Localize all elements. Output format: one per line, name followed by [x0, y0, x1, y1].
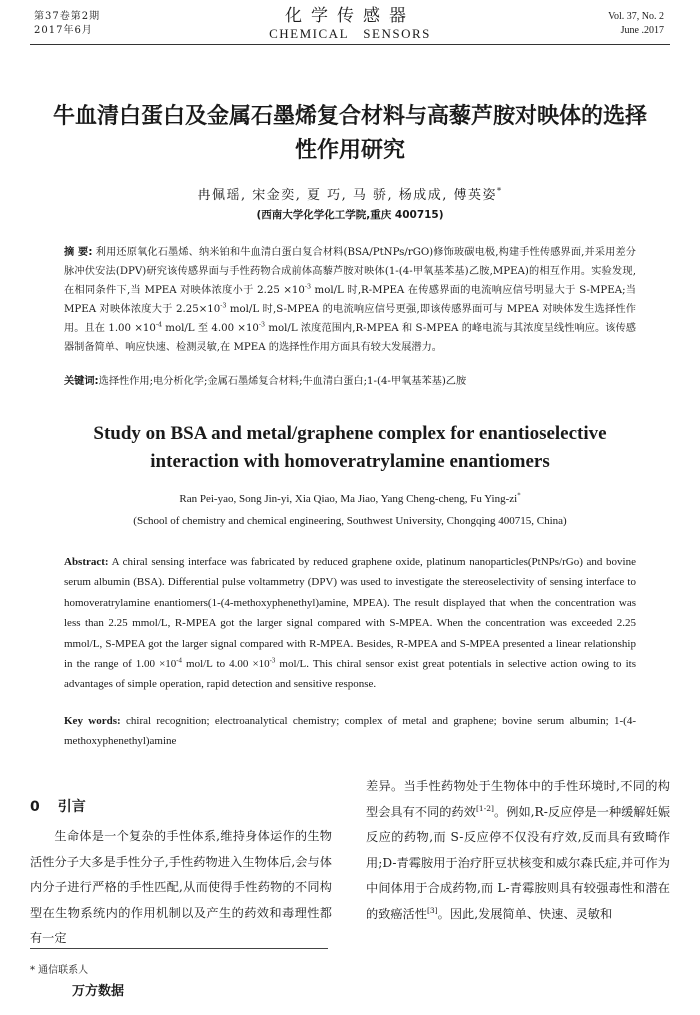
volume-issue-en: Vol. 37, No. 2 — [608, 11, 664, 22]
footnote: * 通信联系人 — [30, 965, 89, 976]
body-column-right — [366, 774, 670, 928]
header-rule — [30, 44, 670, 45]
keywords-cn-label: 关键词: — [64, 376, 99, 387]
authors-en — [0, 493, 700, 505]
exponent: -4 — [155, 321, 162, 329]
exponent: -4 — [176, 657, 182, 665]
body-text: 差异。当手性药物处于生物体中的手性环境时,不同的构型会具有不同的药效 — [366, 779, 670, 819]
section-number: 0 — [30, 799, 40, 815]
authors-cn-list: 冉佩瑶, 宋金奕, 夏 巧, 马 骄, 杨成成, 傅英姿 — [197, 188, 498, 203]
exponent: -3 — [258, 321, 266, 329]
section-heading — [30, 796, 86, 816]
keywords-en-text: chiral recognition; electroanalytical chemistry; complex of metal and graphene; bovine serum albumin; 1-(4-methoxyphenethyl)amine — [64, 715, 637, 748]
journal-issue-info-en — [608, 10, 664, 38]
body-text: 。例如,R-反应停是一种缓解妊娠反应的药物,而 S-反应停不仅没有疗效,反而具有致畸作用;D-青霉胺用于治疗肝豆状核变和威尔森氏症,并可作为中间体用于合成药物,而 L-青霉胺则具有较强毒性和潜在的致癌活性 — [366, 804, 671, 921]
authors-en-list: Ran Pei-yao, Song Jin-yi, Xia Qiao, Ma Jiao, Yang Cheng-cheng, Fu Ying-zi — [179, 493, 518, 505]
issue-date: 2017年6月 — [34, 25, 93, 36]
corresponding-mark: * — [497, 186, 503, 196]
journal-name — [0, 6, 700, 41]
abstract-en-text: mol/L to 4.00 ×10 — [181, 658, 270, 671]
journal-name-cn: 化学传感器 — [285, 6, 415, 26]
issue-date-en: June .2017 — [620, 25, 664, 36]
exponent: -3 — [304, 283, 311, 291]
paper-title-en: Study on BSA and metal/graphene complex for enantioselective interaction with homoveratrylamine enantiomers — [93, 423, 607, 472]
corresponding-mark: * — [517, 492, 521, 500]
keywords-cn-text: 选择性作用;电分析化学;金属石墨烯复合材料;牛血清白蛋白;1-(4-甲氧基苯基)乙胺 — [98, 376, 467, 387]
exponent: -3 — [269, 657, 276, 665]
paper-title-cn: 牛血清白蛋白及金属石墨烯复合材料与高藜芦胺对映体的选择性作用研究 — [52, 104, 647, 163]
section-title: 引言 — [57, 799, 86, 815]
abstract-cn-text: mol/L 时,S-MPEA 的电流响应信号更强,即该传感界面可与 MPEA 对映体发生选择性作用。且在 1.00 ×10 — [64, 304, 636, 334]
abstract-cn-text: mol/L 浓度范围内,R-MPEA 和 S-MPEA 的峰电流与其浓度呈线性响应。该传感器制备简单、响应快速、检测灵敏,在 MPEA 的选择性作用方面具有较大发展潜力。 — [64, 323, 636, 353]
abstract-cn — [64, 243, 636, 357]
abstract-cn-text: 利用还原氧化石墨烯、纳米铂和牛血清白蛋白复合材料(BSA/PtNPs/rGO)修饰玻碳电极,构建手性传感界面,并采用差分脉冲伏安法(DPV)研究该传感界面与手性药物合成前体高藜芦胺对映体(1-(4-甲氧基苯基)乙胺,MPEA)的相互作用。实验发现,在相同条件下,当 MPEA 对映体浓度小于 2.25 ×10 — [64, 247, 636, 296]
abstract-en — [64, 552, 636, 695]
authors-cn — [0, 184, 700, 203]
abstract-en-text: A chiral sensing interface was fabricated by reduced graphene oxide, platinum nanoparticles(PtNPs/rGo) and bovine serum albumin (BSA). Differential pulse voltammetry (DPV) was used to investigate the stereoselectivity of sensing interface to homoveratrylamine enantiomers(1-(4-methoxyphenethyl)amine, MPEA). The result displayed that when the concentration was less than 2.25 mmol/L, R-MPEA got the larger signal compared with S-MPEA. When the concentration was exceeded 2.25 mmol/L, S-MPEA got the larger signal compared with R-MPEA. Besides, R-MPEA and S-MPEA presented a linear relationship in the range of 1.00 ×10 — [64, 556, 636, 671]
keywords-en-label: Key words: — [64, 715, 121, 727]
journal-name-en: CHEMICAL SENSORS — [269, 26, 431, 41]
body-text: 。因此,发展简单、快速、灵敏和 — [437, 906, 613, 921]
body-column-left: 生命体是一个复杂的手性体系,维持身体运作的生物活性分子大多是手性分子,手性药物进入生物体后,会与体内分子进行严格的手性匹配,从而使得手性药物的不同构型在生物系统内的作用机制以及产生的药效和毒理性都有一定 — [30, 829, 332, 946]
abstract-en-text: mol/L. This chiral sensor exist great potentials in selective action owing to its advantages of simple operation, rapid detection and sensitive response. — [64, 658, 636, 691]
affiliation-en: (School of chemistry and chemical engineering, Southwest University, Chongqing 400715, China) — [133, 515, 567, 527]
footnote-rule — [30, 948, 328, 949]
watermark: 万方数据 — [72, 984, 125, 999]
exponent: -3 — [220, 302, 227, 310]
abstract-cn-label: 摘 要: — [64, 247, 93, 258]
volume-issue: 第37卷第2期 — [34, 11, 101, 22]
keywords-cn — [64, 372, 636, 391]
citation-ref: [1-2] — [475, 803, 494, 813]
citation-ref: [3] — [426, 905, 438, 915]
keywords-en — [64, 711, 636, 752]
abstract-cn-text: mol/L 至 4.00 ×10 — [161, 323, 259, 334]
abstract-cn-text: mol/L 时,R-MPEA 在传感界面的电流响应信号明显大于 S-MPEA;当 MPEA 对映体浓度大于 2.25×10 — [64, 285, 636, 315]
abstract-en-label: Abstract: — [64, 556, 109, 568]
affiliation-cn: (西南大学化学化工学院,重庆 400715) — [256, 209, 444, 221]
